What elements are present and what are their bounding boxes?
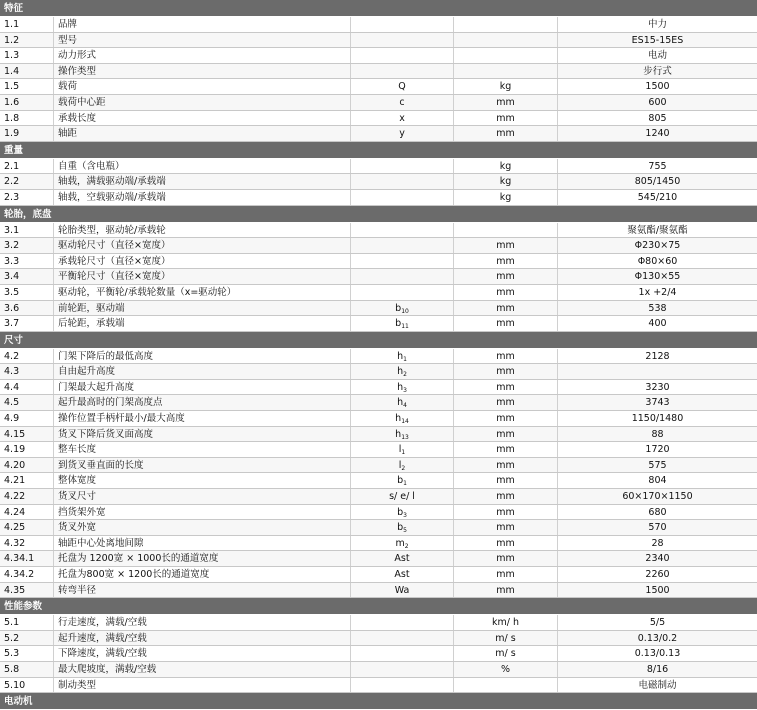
table-row [0,174,757,190]
table-row [0,285,757,301]
row-value: 0.13/0.13 [634,648,681,660]
row-value: 804 [648,475,667,487]
row-unit: mm [454,520,558,535]
row-value: 0.13/0.2 [637,632,678,644]
symbol-text: l [398,459,402,471]
row-name: 下降速度，满载/空载 [54,646,351,661]
row-name: 驱动轮尺寸（直径×宽度） [54,238,351,253]
symbol-text: y [399,128,405,140]
row-unit: mm [454,269,558,284]
table-row [0,646,757,662]
row-name: 动力形式 [54,48,351,63]
table-row [0,364,757,380]
row-value: 545/210 [637,191,678,203]
symbol-subscript: 4 [403,402,407,410]
table-row [0,395,757,411]
row-symbol [351,380,454,395]
row-number: 2.2 [0,174,54,189]
row-value: 3230 [645,381,670,393]
row-value: Φ80×60 [637,255,678,267]
row-name: 前轮距，驱动端 [54,301,351,316]
row-value: Φ130×55 [634,271,681,283]
row-symbol [351,79,454,94]
row-name: 起升最高时的门架高度点 [54,395,351,410]
symbol-subscript: 3 [403,511,407,519]
row-number: 5.10 [0,678,54,693]
row-number: 1.4 [0,64,54,79]
table-row [0,458,757,474]
row-number: 3.4 [0,269,54,284]
symbol-subscript: 1 [403,480,407,488]
row-symbol [351,301,454,316]
row-unit: % [454,662,558,677]
table-row [0,190,757,206]
symbol-text: c [399,96,405,108]
row-symbol [351,427,454,442]
row-unit: kg [454,174,558,189]
row-name: 轴距中心处离地间隙 [54,536,351,551]
row-symbol [351,458,454,473]
symbol-text: b [397,522,404,534]
row-number: 3.3 [0,254,54,269]
row-number: 5.2 [0,631,54,646]
row-name: 转弯半径 [54,583,351,598]
row-number: 4.21 [0,473,54,488]
row-unit [454,64,558,79]
row-symbol [351,17,454,32]
row-number: 1.3 [0,48,54,63]
row-unit: mm [454,364,558,379]
row-unit: m/ s [454,631,558,646]
row-value: 电磁制动 [638,679,677,691]
row-symbol [351,48,454,63]
symbol-subscript: 3 [403,386,407,394]
table-row [0,442,757,458]
row-value: 1500 [645,584,670,596]
row-unit: mm [454,551,558,566]
row-unit: mm [454,567,558,582]
row-number: 4.5 [0,395,54,410]
row-value: 60×170×1150 [622,491,693,503]
row-number: 1.8 [0,111,54,126]
row-unit: kg [454,79,558,94]
row-value: ES15-15ES [631,34,684,46]
row-symbol [351,442,454,457]
row-symbol [351,190,454,205]
row-number: 4.9 [0,411,54,426]
row-unit [454,17,558,32]
row-name: 载荷 [54,79,351,94]
row-value: 8/16 [646,663,669,675]
symbol-text: s/ e/ l [389,491,415,503]
table-row [0,411,757,427]
row-number: 4.20 [0,458,54,473]
symbol-subscript: 1 [403,355,407,363]
row-value: 538 [648,302,667,314]
table-row [0,536,757,552]
row-unit: mm [454,349,558,364]
row-unit: mm [454,583,558,598]
row-symbol [351,126,454,141]
row-symbol [351,520,454,535]
table-row [0,349,757,365]
row-number: 4.34.2 [0,567,54,582]
row-name: 驱动轮，平衡轮/承载轮数量（x=驱动轮） [54,285,351,300]
row-symbol [351,316,454,331]
row-number: 4.4 [0,380,54,395]
table-row [0,159,757,175]
symbol-text: h [395,413,402,425]
symbol-subscript: 10 [401,307,409,315]
symbol-subscript: 2 [401,464,406,472]
row-unit: mm [454,95,558,110]
row-name: 载荷中心距 [54,95,351,110]
row-unit: mm [454,316,558,331]
row-number: 3.2 [0,238,54,253]
row-symbol [351,567,454,582]
row-name: 整体宽度 [54,473,351,488]
row-value: 400 [648,318,667,330]
row-symbol [351,662,454,677]
row-symbol [351,505,454,520]
row-symbol [351,411,454,426]
row-number: 3.6 [0,301,54,316]
row-name: 最大爬坡度，满载/空载 [54,662,351,677]
row-symbol [351,269,454,284]
row-number: 1.9 [0,126,54,141]
row-number: 3.1 [0,223,54,238]
row-unit: mm [454,489,558,504]
row-number: 5.8 [0,662,54,677]
row-value: 680 [648,506,667,518]
symbol-text: Q [398,81,406,93]
row-value: 755 [648,160,667,172]
row-symbol [351,678,454,693]
row-name: 平衡轮尺寸（直径×宽度） [54,269,351,284]
row-unit: kg [454,190,558,205]
row-number: 2.3 [0,190,54,205]
row-number: 3.5 [0,285,54,300]
table-row [0,111,757,127]
row-unit: mm [454,458,558,473]
table-row [0,126,757,142]
row-unit: mm [454,111,558,126]
row-name: 轴载，空载驱动端/承载端 [54,190,351,205]
row-value: 步行式 [643,65,672,77]
row-unit [454,678,558,693]
row-name: 挡货架外宽 [54,505,351,520]
table-row [0,95,757,111]
symbol-text: h [397,366,404,378]
row-symbol [351,473,454,488]
row-symbol [351,33,454,48]
row-unit: mm [454,427,558,442]
row-name: 操作类型 [54,64,351,79]
section-header: 尺寸 [0,332,757,349]
row-symbol [351,111,454,126]
table-row [0,316,757,332]
table-row [0,301,757,317]
row-name: 门架下降后的最低高度 [54,349,351,364]
table-row [0,64,757,80]
row-name: 行走速度，满载/空载 [54,615,351,630]
row-symbol [351,395,454,410]
row-unit: mm [454,285,558,300]
row-value: 2340 [645,553,670,565]
row-name: 自重（含电瓶） [54,159,351,174]
row-number: 4.25 [0,520,54,535]
row-value: 中力 [647,19,667,30]
row-number: 4.15 [0,427,54,442]
row-number: 4.3 [0,364,54,379]
symbol-text: Ast [394,569,410,580]
row-unit: mm [454,254,558,269]
row-value: 2128 [645,350,670,362]
row-value: 1150/1480 [631,413,684,425]
row-symbol [351,551,454,566]
row-unit: mm [454,505,558,520]
row-symbol [351,174,454,189]
row-value: 5/5 [649,617,666,629]
section-header: 轮胎，底盘 [0,206,757,223]
table-row [0,48,757,64]
row-name: 型号 [54,33,351,48]
row-name: 托盘为800宽 × 1200长的通道宽度 [54,567,351,582]
section-header: 重量 [0,142,757,159]
symbol-text: h [397,350,404,362]
section-header: 特征 [0,0,757,17]
row-symbol [351,489,454,504]
table-row [0,567,757,583]
row-name: 轴距 [54,126,351,141]
table-row [0,473,757,489]
row-value: 1500 [645,81,670,93]
symbol-text: l [398,444,402,456]
row-number: 2.1 [0,159,54,174]
row-symbol [351,254,454,269]
row-name: 轴载，满载驱动端/承载端 [54,174,351,189]
row-value: 88 [651,428,664,440]
symbol-text: h [397,381,404,393]
symbol-text: Ast [394,553,410,565]
section-header: 电动机 [0,693,757,710]
symbol-subscript: 1 [401,449,406,457]
row-symbol [351,285,454,300]
row-name: 操作位置手柄杆最小/最大高度 [54,411,351,426]
row-number: 4.24 [0,505,54,520]
row-unit [454,48,558,63]
table-row [0,79,757,95]
row-symbol [351,364,454,379]
table-row [0,583,757,599]
table-row [0,254,757,270]
row-name: 自由起升高度 [54,364,351,379]
row-symbol [351,646,454,661]
row-symbol [351,159,454,174]
row-name: 起升速度，满载/空载 [54,631,351,646]
row-number: 5.3 [0,646,54,661]
table-row [0,520,757,536]
row-unit: mm [454,380,558,395]
row-name: 制动类型 [54,678,351,693]
row-symbol [351,583,454,598]
table-row [0,489,757,505]
row-unit: mm [454,473,558,488]
row-symbol [351,631,454,646]
row-name: 承载长度 [54,111,351,126]
row-unit [454,33,558,48]
table-row [0,269,757,285]
row-unit: mm [454,411,558,426]
row-unit [454,223,558,238]
row-unit: mm [454,126,558,141]
row-number: 3.7 [0,316,54,331]
symbol-text: m [395,537,405,549]
row-number: 1.1 [0,17,54,32]
symbol-subscript: 13 [401,433,409,441]
table-row [0,551,757,567]
table-row [0,238,757,254]
row-unit: mm [454,442,558,457]
row-number: 4.32 [0,536,54,551]
symbol-text: b [397,506,404,518]
table-row [0,427,757,443]
symbol-subscript: 5 [403,527,407,535]
symbol-subscript: 2 [404,542,409,550]
row-value: 805 [648,112,667,124]
table-row [0,17,757,33]
symbol-text: Wa [394,584,410,596]
row-name: 到货叉垂直面的长度 [54,458,351,473]
row-symbol [351,615,454,630]
table-row [0,631,757,647]
row-symbol [351,64,454,79]
row-unit: mm [454,536,558,551]
row-name: 货叉外宽 [54,520,351,535]
table-row [0,380,757,396]
row-name: 托盘为 1200宽 × 1000长的通道宽度 [54,551,351,566]
symbol-text: b [395,302,402,314]
row-number: 4.35 [0,583,54,598]
row-name: 后轮距，承载端 [54,316,351,331]
row-unit: mm [454,301,558,316]
row-value: Φ230×75 [634,240,681,252]
table-row [0,615,757,631]
symbol-subscript: 14 [401,418,409,426]
row-value: 28 [651,537,664,549]
row-symbol [351,349,454,364]
row-name: 品牌 [54,17,351,32]
row-number: 1.5 [0,79,54,94]
symbol-text: b [397,475,404,487]
row-value: 575 [648,459,667,471]
row-number: 4.19 [0,442,54,457]
row-unit: km/ h [454,615,558,630]
row-number: 4.2 [0,349,54,364]
row-number: 1.2 [0,33,54,48]
row-number: 4.34.1 [0,551,54,566]
section-header: 性能参数 [0,598,757,615]
row-number: 5.1 [0,615,54,630]
row-value: 2260 [645,569,670,580]
table-row [0,33,757,49]
row-name: 轮胎类型，驱动轮/承载轮 [54,223,351,238]
row-value: 1720 [645,444,670,456]
row-value [558,364,757,379]
symbol-text: b [395,318,402,330]
symbol-text: h [395,428,402,440]
symbol-text: h [397,397,404,409]
row-number: 1.6 [0,95,54,110]
row-name: 整车长度 [54,442,351,457]
row-number: 4.22 [0,489,54,504]
table-row [0,223,757,239]
row-name: 门架最大起升高度 [54,380,351,395]
row-value: 聚氨酯/聚氨酯 [627,224,688,236]
row-value: 570 [648,522,667,534]
table-row [0,678,757,694]
row-symbol [351,223,454,238]
row-unit: m/ s [454,646,558,661]
symbol-text: x [399,112,405,124]
symbol-subscript: 11 [401,323,409,331]
row-value: 1240 [645,128,670,140]
row-symbol [351,536,454,551]
row-unit: kg [454,159,558,174]
row-name: 承载轮尺寸（直径×宽度） [54,254,351,269]
row-unit: mm [454,395,558,410]
row-name: 货叉尺寸 [54,489,351,504]
row-value: 1x +2/4 [638,286,677,298]
table-row [0,662,757,678]
row-symbol [351,238,454,253]
row-unit: mm [454,238,558,253]
row-name: 货叉下降后货叉面高度 [54,427,351,442]
row-value: 3743 [645,397,670,409]
table-row [0,505,757,521]
row-value: 600 [648,96,667,108]
row-value: 805/1450 [634,176,681,188]
row-value: 电动 [647,50,667,62]
symbol-subscript: 2 [403,371,407,379]
row-symbol [351,95,454,110]
